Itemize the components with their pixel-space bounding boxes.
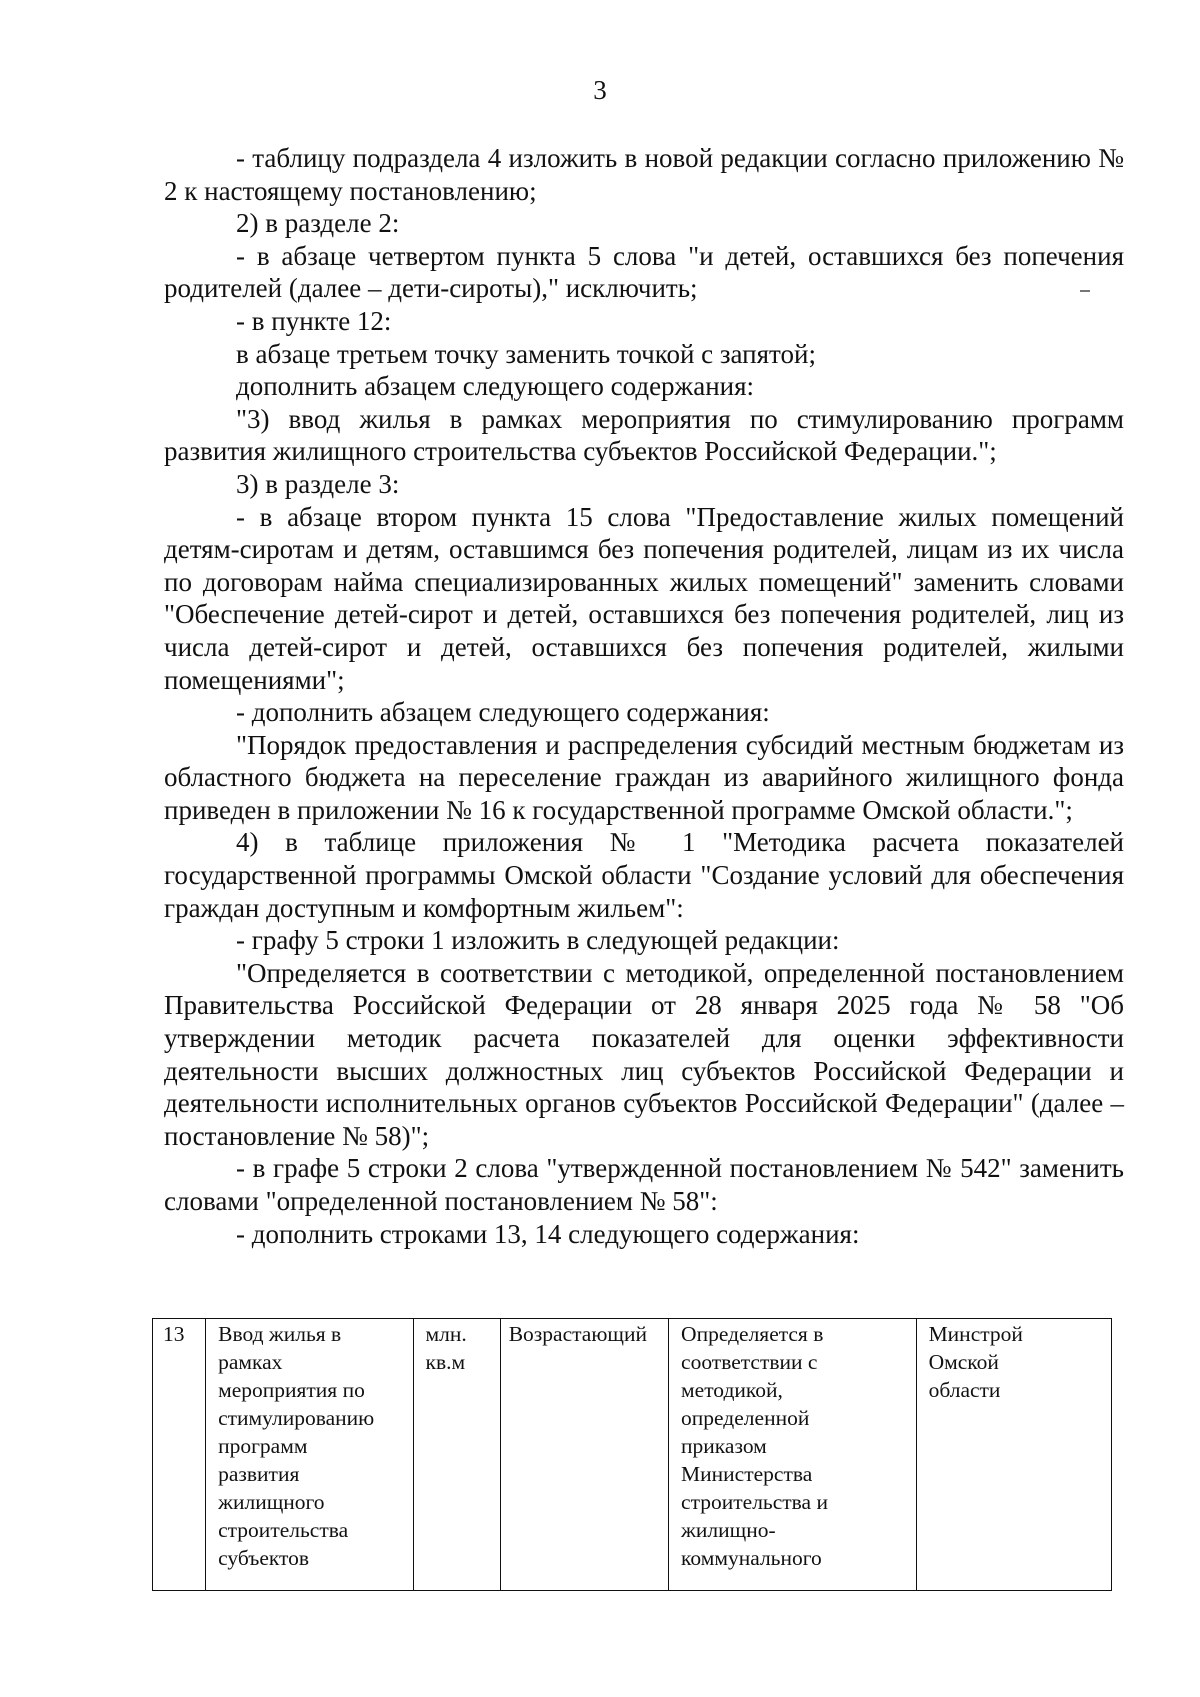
method-line: методикой, (681, 1378, 783, 1402)
method-line: Министерства (681, 1462, 813, 1486)
paragraph: "3) ввод жилья в рамках мероприятия по стимулированию программ развития жилищного строительства субъектов Российской Федерации."; (164, 403, 1124, 467)
paragraph: - в графе 5 строки 2 слова "утвержденной постановлением № 542" заменить словами "определенной постановлением № 58": (164, 1153, 1124, 1216)
unit-line: млн. (425, 1322, 467, 1346)
indicator-name-line: стимулированию (218, 1406, 375, 1430)
indicator-name-cell (206, 1319, 413, 1591)
page-number: 3 (593, 75, 607, 105)
paragraph: 3) в разделе 3: (236, 468, 400, 499)
unit-line: кв.м (425, 1350, 466, 1374)
method-line: строительства и (681, 1490, 828, 1514)
method-line: соответствии с (681, 1350, 818, 1374)
paragraph: - дополнить абзацем следующего содержания: (236, 697, 770, 728)
method-line: коммунального (681, 1546, 822, 1570)
indicators-table (152, 1318, 1112, 1591)
unit-cell (413, 1319, 500, 1591)
indicator-name-line: развития (218, 1462, 300, 1486)
indicator-name-line: рамках (218, 1350, 283, 1374)
direction-cell (500, 1319, 668, 1591)
paragraph: 4) в таблице приложения № 1 "Методика расчета показателей государственной программы Омской области "Создание условий для обеспечения граждан доступным и комфортным жильем": (164, 827, 1124, 923)
method-line: Определяется в (681, 1322, 824, 1346)
indicator-name-line: программ (218, 1434, 308, 1458)
paragraph: - графу 5 строки 1 изложить в следующей редакции: (236, 925, 840, 956)
paragraph: "Определяется в соответствии с методикой, определенной постановлением Правительства Российской Федерации от 28 января 2025 года № 58 "Об утверждении методик расчета показателей для оценки эффективности деятельности высших должностных лиц субъектов Российской Федерации и деятельности исполнительных органов субъектов Российской Федерации" (далее – постановление № 58)"; (164, 957, 1124, 1151)
paragraph: - в абзаце четвертом пункта 5 слова "и детей, оставшихся без попечения родителей (далее – дети-сироты)," исключить; (164, 240, 1124, 304)
row-number: 13 (163, 1322, 185, 1346)
direction-value: Возрастающий (508, 1322, 647, 1346)
method-line: приказом (681, 1434, 767, 1458)
indicator-name-line: Ввод жилья в (218, 1322, 342, 1346)
indicator-name-line: субъектов (218, 1546, 310, 1570)
responsible-line: области (928, 1378, 1001, 1402)
responsible-line: Омской (928, 1350, 999, 1374)
paragraph: в абзаце третьем точку заменить точкой с запятой; (236, 338, 816, 369)
method-line: жилищно- (681, 1518, 776, 1542)
table-row (153, 1319, 1112, 1591)
document-body (164, 142, 1124, 1250)
paragraph: - дополнить строками 13, 14 следующего содержания: (236, 1218, 860, 1249)
paragraph: "Порядок предоставления и распределения субсидий местным бюджетам из областного бюджета на переселение граждан из аварийного жилищного фонда приведен в приложении № 16 к государственной программе Омской области."; (164, 729, 1124, 825)
paragraph: - в абзаце втором пункта 15 слова "Предоставление жилых помещений детям-сиротам и детям, оставшимся без попечения родителей, лицам из их числа по договорам найма специализированных жилых помещений" заменить словами "Обеспечение детей-сирот и детей, оставшихся без попечения родителей, лиц из числа детей-сирот и детей, оставшихся без попечения родителей, жилыми помещениями"; (164, 501, 1124, 695)
responsible-line: Минстрой (928, 1322, 1023, 1346)
method-line: определенной (681, 1406, 810, 1430)
responsible-cell (916, 1319, 1111, 1591)
method-cell (669, 1319, 917, 1591)
indicator-name-line: мероприятия по (218, 1378, 365, 1402)
row-number-cell (153, 1319, 206, 1591)
indicator-name-line: строительства (218, 1518, 349, 1542)
indicator-name-line: жилищного (218, 1490, 325, 1514)
paragraph: - в пункте 12: (236, 305, 392, 336)
paragraph: дополнить абзацем следующего содержания: (236, 371, 755, 402)
paragraph: - таблицу подраздела 4 изложить в новой редакции согласно приложению № 2 к настоящему постановлению; (164, 143, 1124, 206)
paragraph: 2) в разделе 2: (236, 208, 400, 239)
